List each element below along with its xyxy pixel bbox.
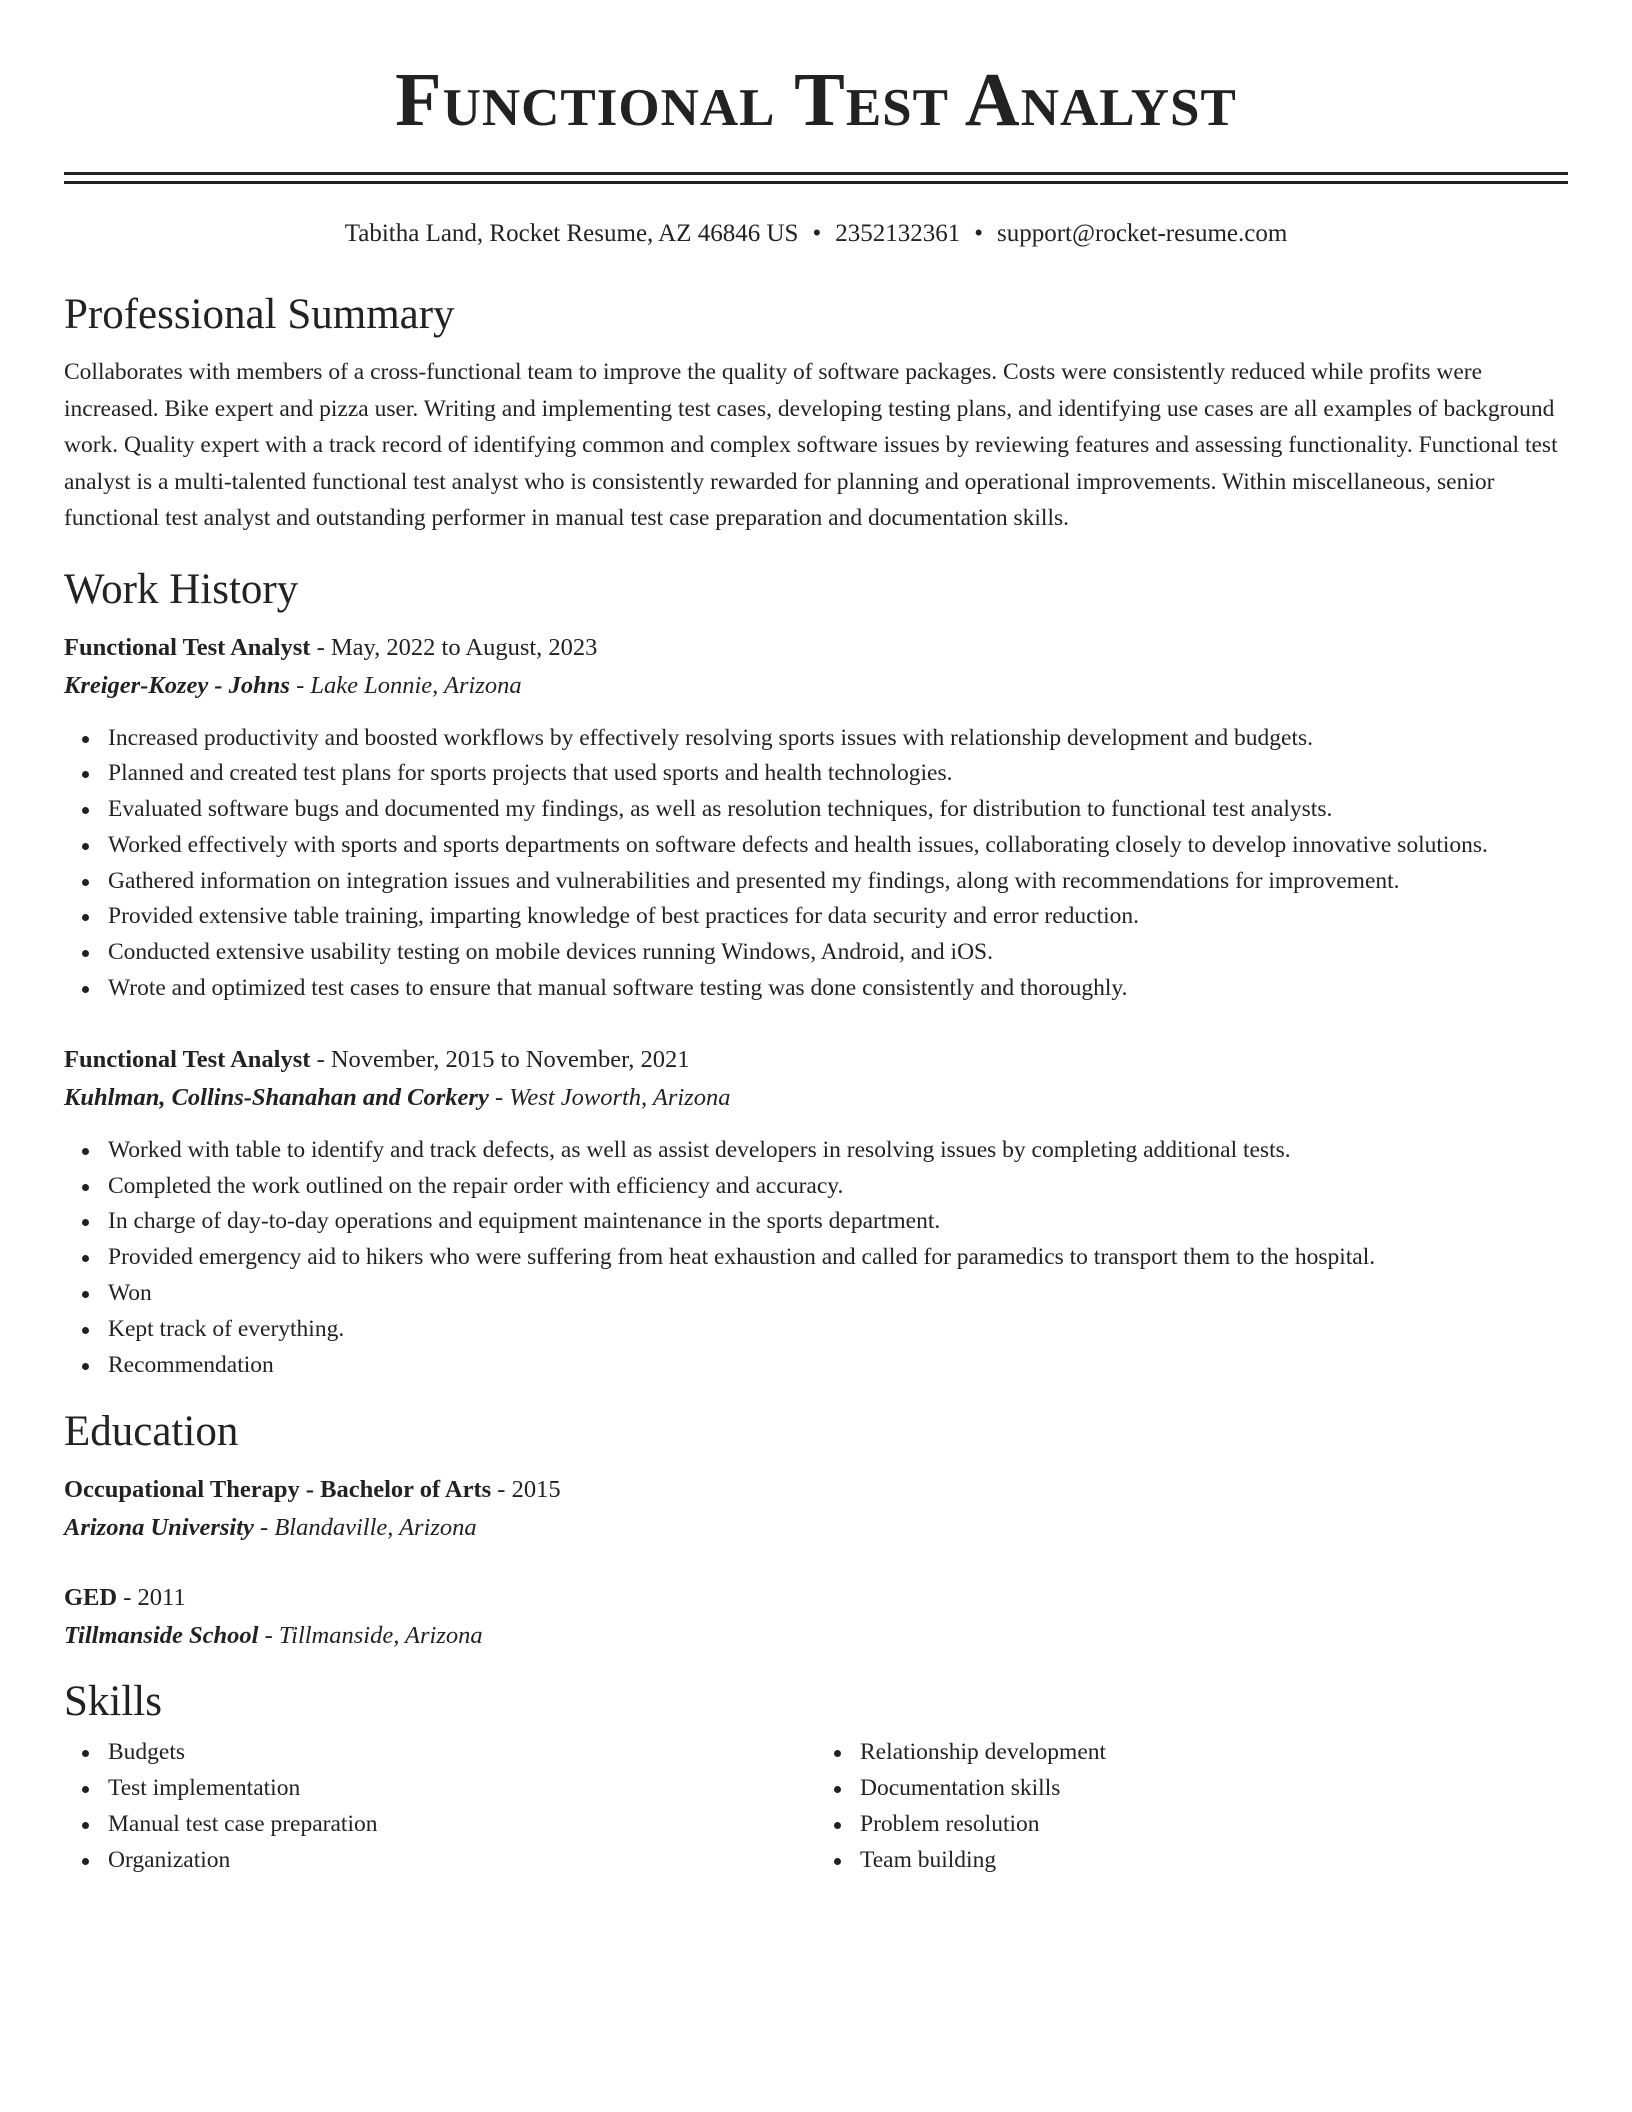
contact-address: Tabitha Land, Rocket Resume, AZ 46846 US bbox=[344, 220, 799, 247]
skill-item: Documentation skills bbox=[860, 1771, 1568, 1807]
job-location: West Joworth, Arizona bbox=[509, 1083, 731, 1111]
skills-heading: Skills bbox=[64, 1678, 162, 1726]
job-dates: May, 2022 to August, 2023 bbox=[330, 633, 598, 661]
education-degree: GED bbox=[64, 1584, 118, 1612]
job-bullet: Conducted extensive usability testing on mobile devices running Windows, Android, and iOS. bbox=[108, 935, 1568, 971]
education-entry bbox=[64, 1579, 1568, 1655]
education-degree-line: Occupational Therapy - Bachelor of Arts - 2015 bbox=[64, 1476, 561, 1504]
skill-item: Manual test case preparation bbox=[108, 1807, 816, 1843]
job-bullet: Planned and created test plans for sports projects that used sports and health technologies. bbox=[108, 756, 1568, 792]
job-bullet: In charge of day-to-day operations and equipment maintenance in the sports department. bbox=[108, 1204, 1568, 1240]
job-entry bbox=[64, 1041, 1568, 1384]
job-bullet: Kept track of everything. bbox=[108, 1312, 1568, 1348]
contact-email: support@rocket-resume.com bbox=[996, 220, 1288, 247]
job-title-line: Functional Test Analyst - May, 2022 to August, 2023 bbox=[64, 633, 598, 661]
education-entry bbox=[64, 1471, 1568, 1547]
job-bullets bbox=[64, 721, 1568, 1007]
contact-separator: • bbox=[974, 220, 983, 247]
resume-title: Functional Test Analyst bbox=[395, 58, 1237, 142]
job-company: Kreiger-Kozey - Johns bbox=[64, 671, 290, 699]
job-bullet: Worked effectively with sports and sports departments on software defects and health issues, collaborating closely to develop innovative solutions. bbox=[108, 828, 1568, 864]
title-rule-bottom bbox=[64, 181, 1568, 184]
job-bullet: Gathered information on integration issues and vulnerabilities and presented my findings, along with recommendations for improvement. bbox=[108, 864, 1568, 900]
education-year: 2015 bbox=[511, 1476, 561, 1504]
skills-grid bbox=[64, 1735, 1568, 1878]
job-bullet: Completed the work outlined on the repair order with efficiency and accuracy. bbox=[108, 1169, 1568, 1205]
job-bullet: Worked with table to identify and track defects, as well as assist developers in resolving issues by completing additional tests. bbox=[108, 1133, 1568, 1169]
job-title: Functional Test Analyst bbox=[64, 1045, 311, 1073]
job-title-line: Functional Test Analyst - November, 2015 to November, 2021 bbox=[64, 1045, 690, 1073]
education-school-line: Arizona University - Blandaville, Arizona bbox=[64, 1514, 477, 1542]
skills-column-right bbox=[816, 1735, 1568, 1878]
job-title: Functional Test Analyst bbox=[64, 633, 311, 661]
skill-item: Test implementation bbox=[108, 1771, 816, 1807]
education-location: Tillmanside, Arizona bbox=[278, 1622, 483, 1650]
education-heading: Education bbox=[64, 1408, 239, 1456]
job-entry bbox=[64, 629, 1568, 1007]
job-location: Lake Lonnie, Arizona bbox=[310, 671, 522, 699]
education-degree-line: GED - 2011 bbox=[64, 1584, 186, 1612]
skill-item: Organization bbox=[108, 1843, 816, 1879]
education-location: Blandaville, Arizona bbox=[274, 1514, 477, 1542]
skills-column-left bbox=[64, 1735, 816, 1878]
job-company-line: Kuhlman, Collins-Shanahan and Corkery - West Joworth, Arizona bbox=[64, 1083, 731, 1111]
job-bullet: Provided extensive table training, imparting knowledge of best practices for data security and error reduction. bbox=[108, 899, 1568, 935]
job-bullet: Provided emergency aid to hikers who were suffering from heat exhaustion and called for paramedics to transport them to the hospital. bbox=[108, 1240, 1568, 1276]
skill-item: Problem resolution bbox=[860, 1807, 1568, 1843]
education-school-line: Tillmanside School - Tillmanside, Arizona bbox=[64, 1622, 483, 1650]
contact-separator: • bbox=[812, 220, 822, 247]
job-bullet: Evaluated software bugs and documented my findings, as well as resolution techniques, for distribution to functional test analysts. bbox=[108, 792, 1568, 828]
education-year: 2011 bbox=[137, 1584, 186, 1612]
job-bullet: Increased productivity and boosted workflows by effectively resolving sports issues with relationship development and budgets. bbox=[108, 721, 1568, 757]
summary-heading: Professional Summary bbox=[64, 291, 455, 338]
job-company-line: Kreiger-Kozey - Johns - Lake Lonnie, Arizona bbox=[64, 671, 522, 699]
title-rule-top bbox=[64, 172, 1568, 175]
contact-line bbox=[64, 218, 1568, 250]
summary-text: Collaborates with members of a cross-functional team to improve the quality of software packages. Costs were consistently reduced while profits were increased. Bike expert and pizza user. Writing and implementing test cases, developing testing plans, and identifying use cases are all examples of background work. Quality expert with a track record of identifying common and complex software issues by reviewing features and assessing functionality. Functional test analyst is a multi-talented functional test analyst who is consistently rewarded for planning and operational improvements. Within miscellaneous, senior functional test analyst and outstanding performer in manual test case preparation and documentation skills. bbox=[64, 359, 1558, 531]
job-bullet: Won bbox=[108, 1276, 1568, 1312]
education-degree: Occupational Therapy - Bachelor of Arts bbox=[64, 1476, 492, 1504]
job-bullet: Recommendation bbox=[108, 1348, 1568, 1384]
education-school: Arizona University bbox=[64, 1514, 254, 1542]
contact-phone: 2352132361 bbox=[835, 220, 961, 247]
job-dates: November, 2015 to November, 2021 bbox=[330, 1045, 690, 1073]
skill-item: Relationship development bbox=[860, 1735, 1568, 1771]
education-school: Tillmanside School bbox=[64, 1622, 259, 1650]
job-bullet: Wrote and optimized test cases to ensure that manual software testing was done consistently and thoroughly. bbox=[108, 971, 1568, 1007]
work-history-heading: Work History bbox=[64, 565, 299, 613]
skill-item: Budgets bbox=[108, 1735, 816, 1771]
job-bullets bbox=[64, 1133, 1568, 1384]
skill-item: Team building bbox=[860, 1843, 1568, 1879]
job-company: Kuhlman, Collins-Shanahan and Corkery bbox=[64, 1083, 489, 1111]
